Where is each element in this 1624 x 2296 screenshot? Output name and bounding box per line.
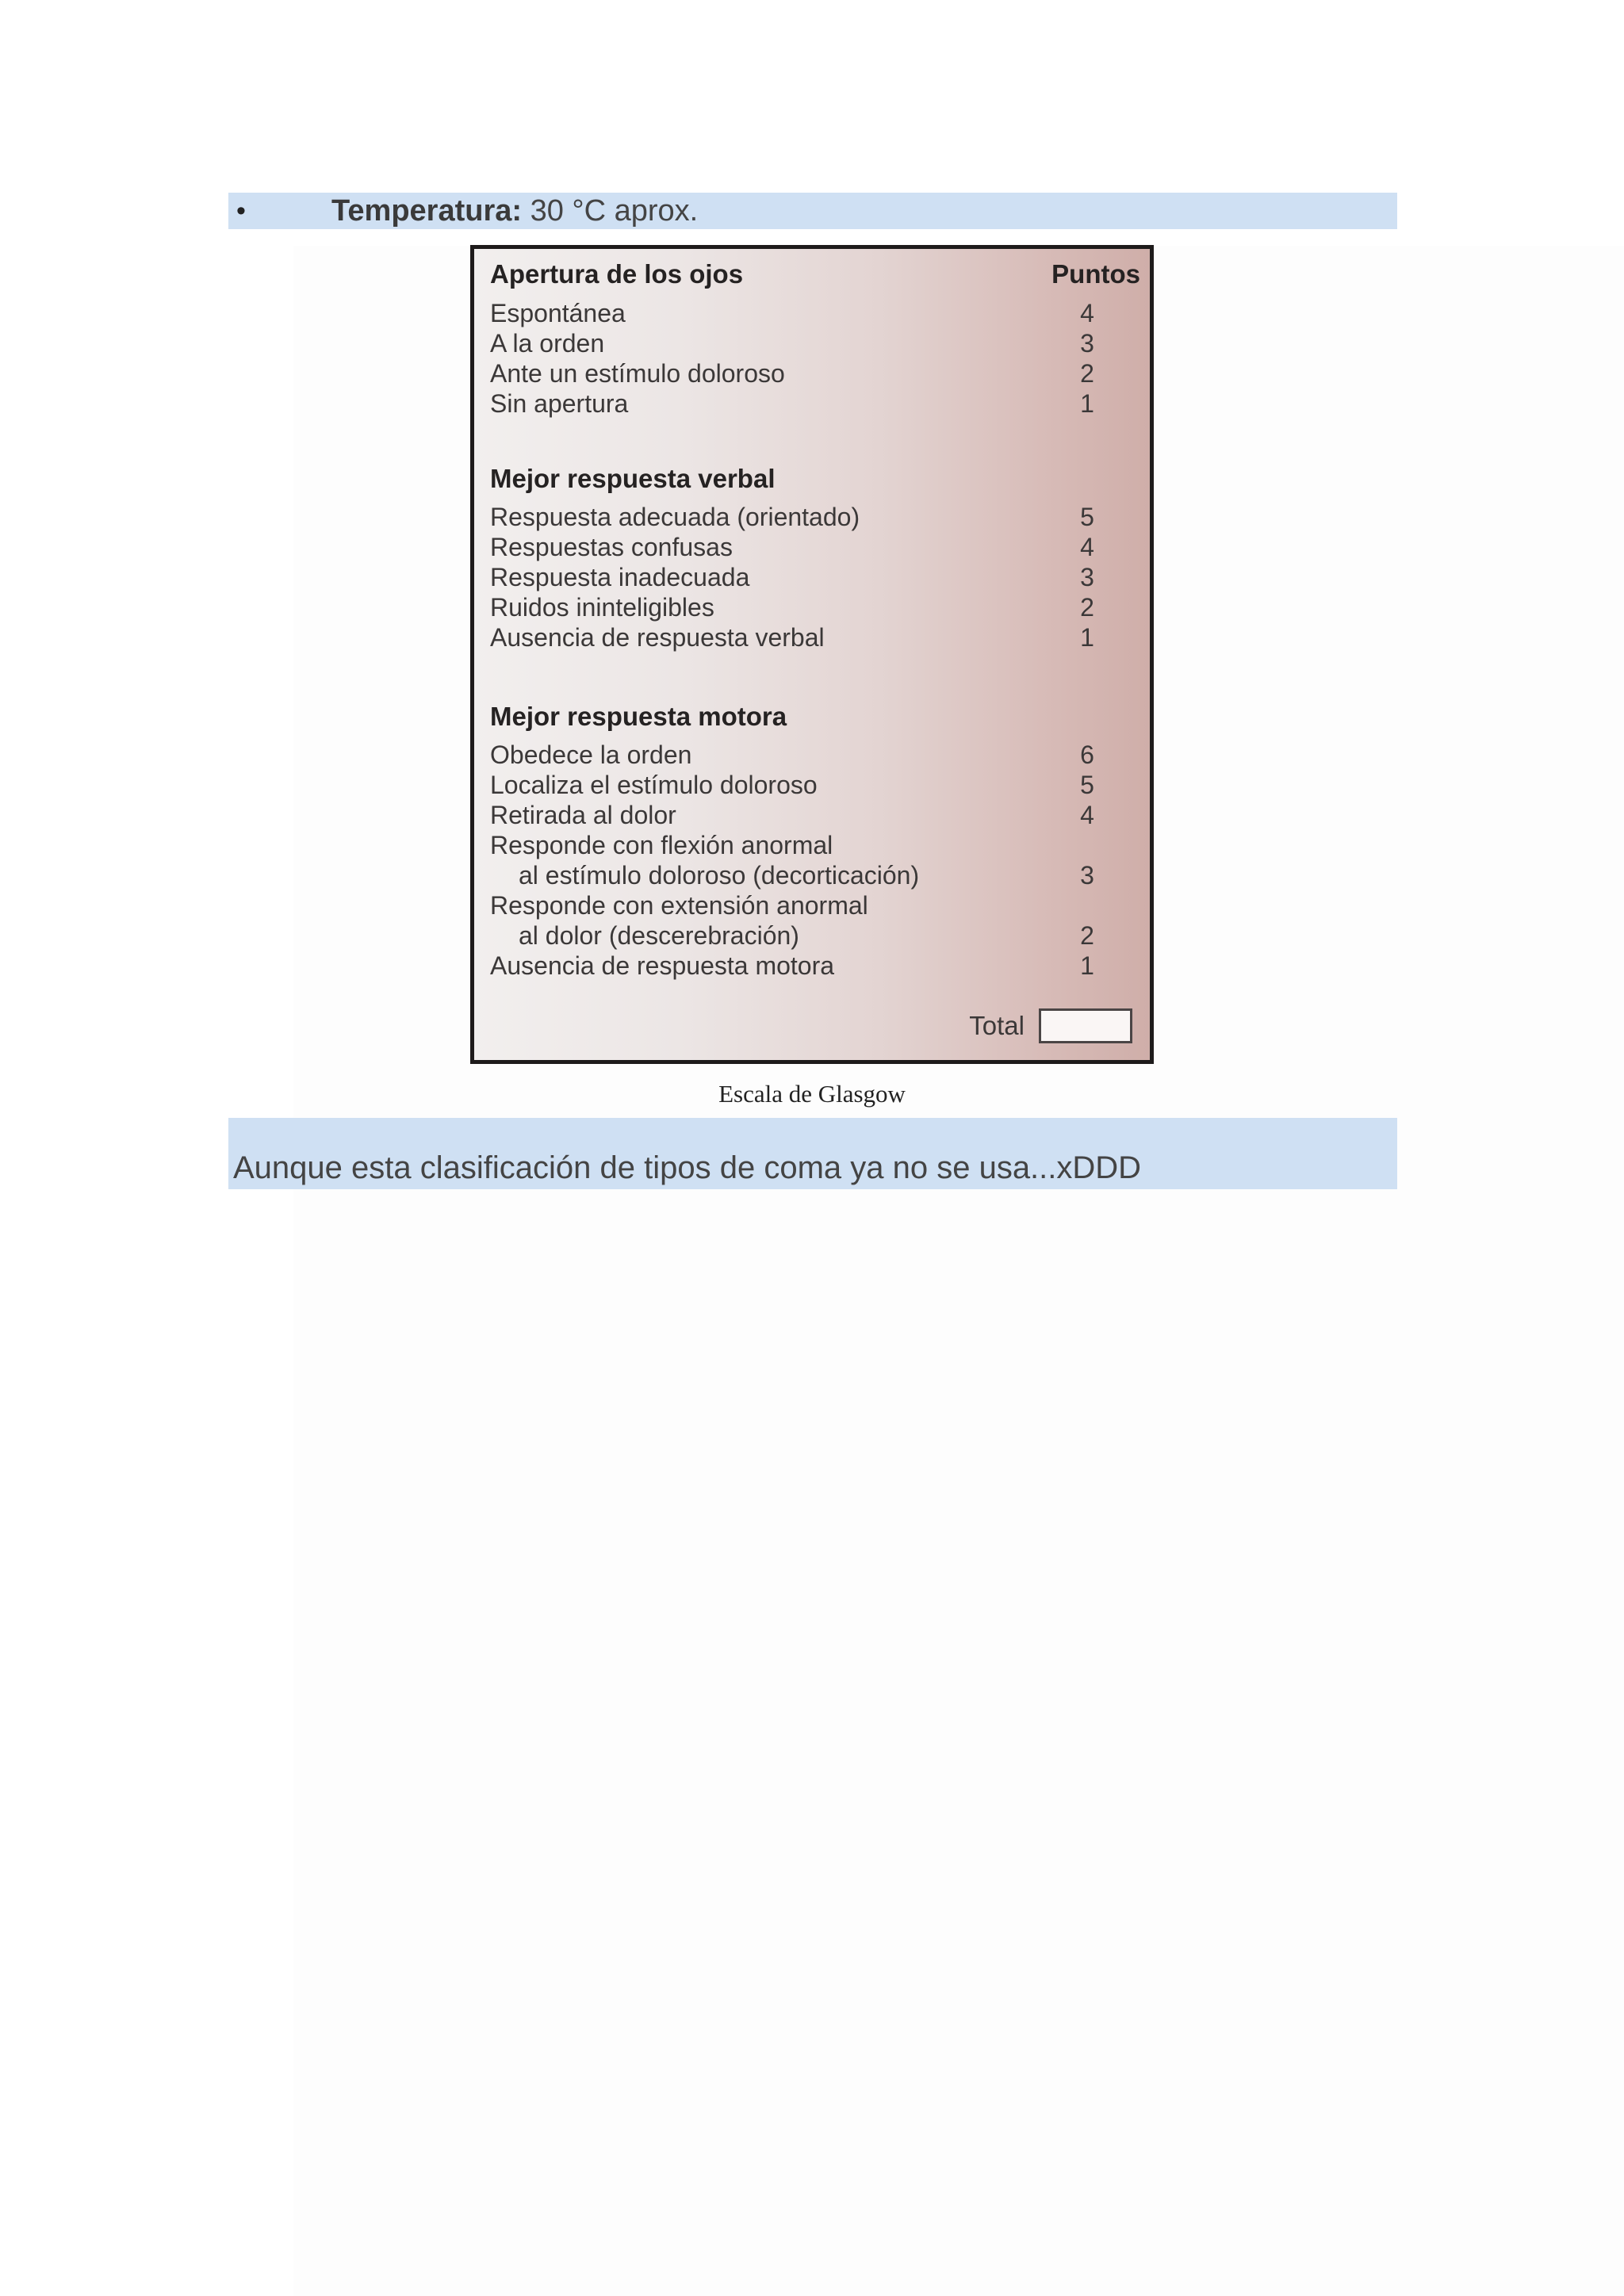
table-row: [490, 830, 1142, 860]
table-row: [490, 298, 1142, 328]
bullet-icon: •: [236, 196, 246, 226]
note-paragraph: [228, 1118, 1397, 1189]
temperature-value: 30 °C aprox.: [522, 194, 699, 228]
table-row: [490, 920, 1142, 951]
figure-caption: Escala de Glasgow: [718, 1080, 906, 1108]
table-row: [490, 388, 1142, 419]
table-row: [490, 502, 1142, 532]
row-label: Ante un estímulo doloroso: [490, 359, 785, 388]
points-column-heading: Puntos: [1051, 259, 1140, 289]
row-points: 1: [1080, 951, 1094, 980]
row-points: 4: [1080, 801, 1094, 829]
row-points: 4: [1080, 533, 1094, 561]
section-heading-eye-opening: Apertura de los ojos: [490, 259, 744, 289]
table-row: [490, 562, 1142, 592]
row-points: 3: [1080, 329, 1094, 358]
row-points: 4: [1080, 299, 1094, 327]
row-label: Responde con extensión anormal: [490, 891, 868, 920]
total-input-box: [1039, 1008, 1132, 1043]
row-label: al dolor (descerebración): [519, 921, 799, 950]
row-points: 6: [1080, 740, 1094, 769]
row-points: 2: [1080, 593, 1094, 622]
row-label: Respuesta adecuada (orientado): [490, 503, 860, 531]
row-points: 1: [1080, 389, 1094, 418]
row-label: Ausencia de respuesta motora: [490, 951, 835, 980]
temperature-line: [331, 193, 698, 229]
row-points: 2: [1080, 921, 1094, 950]
table-row: [490, 800, 1142, 830]
section-heading-verbal-response: Mejor respuesta verbal: [490, 464, 776, 493]
total-label: Total: [969, 1011, 1025, 1040]
row-label: Espontánea: [490, 299, 626, 327]
row-label: Sin apertura: [490, 389, 629, 418]
table-row: [490, 328, 1142, 358]
glasgow-scale-figure: [470, 245, 1154, 1064]
temperature-bullet-item: [228, 193, 1397, 229]
row-label: A la orden: [490, 329, 605, 358]
table-row: [490, 860, 1142, 890]
note-text: Aunque esta clasificación de tipos de coma ya no se usa...xDDD: [233, 1150, 1142, 1185]
row-points: 5: [1080, 503, 1094, 531]
row-label: al estímulo doloroso (decorticación): [519, 861, 920, 890]
table-row: [490, 532, 1142, 562]
row-label: Localiza el estímulo doloroso: [490, 771, 818, 799]
table-row: [490, 890, 1142, 920]
table-row: [490, 592, 1142, 622]
row-label: Ruidos ininteligibles: [490, 593, 714, 622]
row-points: 5: [1080, 771, 1094, 799]
table-row: [490, 622, 1142, 652]
table-row: [490, 358, 1142, 388]
table-row: [490, 770, 1142, 800]
row-points: 3: [1080, 861, 1094, 890]
table-row: [490, 951, 1142, 981]
row-label: Retirada al dolor: [490, 801, 676, 829]
row-label: Ausencia de respuesta verbal: [490, 623, 825, 652]
glasgow-scale-table: [490, 249, 1142, 1060]
row-points: 3: [1080, 563, 1094, 591]
table-row: [490, 740, 1142, 770]
row-label: Respuesta inadecuada: [490, 563, 750, 591]
row-label: Respuestas confusas: [490, 533, 733, 561]
row-points: 1: [1080, 623, 1094, 652]
section-heading-motor-response: Mejor respuesta motora: [490, 702, 787, 731]
row-label: Responde con flexión anormal: [490, 831, 833, 859]
row-points: 2: [1080, 359, 1094, 388]
row-label: Obedece la orden: [490, 740, 692, 769]
temperature-label: Temperatura:: [331, 194, 523, 228]
